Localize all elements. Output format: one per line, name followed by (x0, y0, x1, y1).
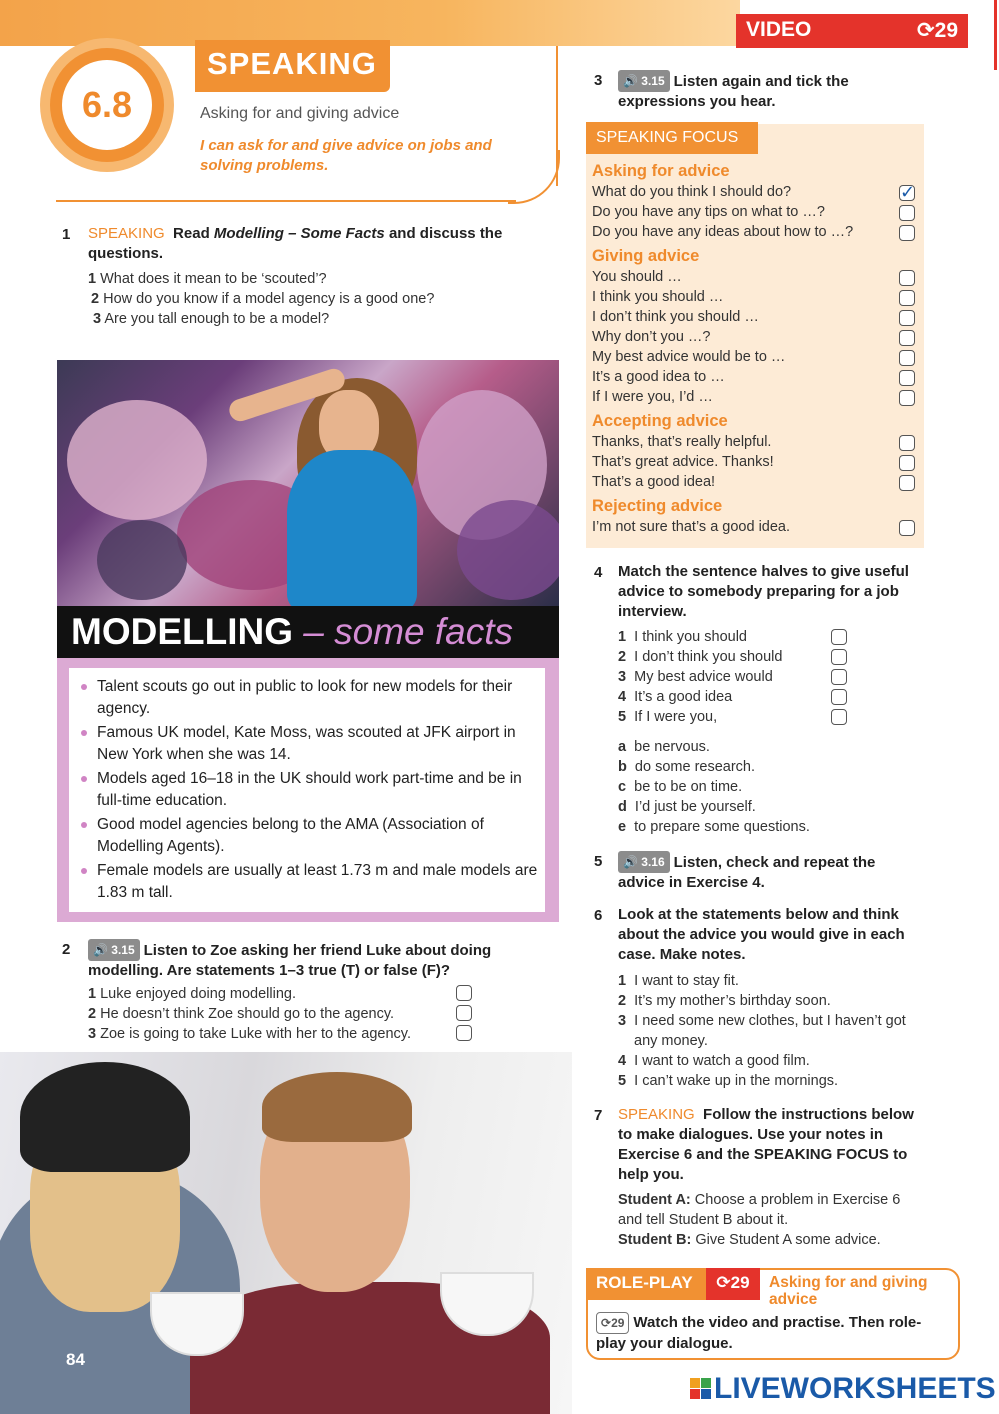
list-item: 2 It’s my mother’s birthday soon. (618, 993, 831, 1009)
role-play-instruction: ⟳29 Watch the video and practise. Then role-play your dialogue. (596, 1314, 922, 1352)
list-item: Female models are usually at least 1.73 m and male models are 1.83 m tall. (80, 860, 540, 904)
audio-icon[interactable]: 🔊 3.15 (618, 70, 670, 92)
article-title: MODELLING – some facts (57, 606, 559, 658)
list-item: 1 What does it mean to be ‘scouted’? (88, 271, 327, 287)
list-item: 2 How do you know if a model agency is a good one? (91, 291, 435, 307)
focus-phrase: That’s a good idea! (592, 474, 716, 490)
focus-checkbox[interactable] (899, 350, 915, 366)
focus-heading: Accepting advice (592, 412, 728, 430)
ex3-instruction: 🔊 3.15 Listen again and tick the expressions you hear. (618, 70, 918, 112)
focus-checkbox[interactable] (899, 370, 915, 386)
video-label: VIDEO (746, 18, 812, 41)
video-icon[interactable]: ⟳29 (596, 1312, 629, 1334)
section-title: SPEAKING (195, 40, 390, 92)
focus-checkbox[interactable] (899, 225, 915, 241)
lesson-number: 6.8 (62, 60, 152, 150)
focus-phrase: It’s a good idea to … (592, 369, 725, 385)
student-a-instruction: Student A: Choose a problem in Exercise 6 and tell Student B about it. (618, 1192, 901, 1228)
list-item: 5 If I were you, (618, 709, 718, 725)
ex4-answer-box-2[interactable] (831, 649, 847, 665)
ex4-answer-box-3[interactable] (831, 669, 847, 685)
student-b-instruction: Student B: Give Student A some advice. (618, 1232, 881, 1248)
video-number: ⟳29 (917, 19, 958, 42)
list-item: 5 I can’t wake up in the mornings. (618, 1073, 839, 1089)
liveworksheets-logo[interactable]: LIVEWORKSHEETS (690, 1372, 996, 1406)
friends-photo (0, 1052, 572, 1414)
list-item: 2 He doesn’t think Zoe should go to the agency. (88, 1006, 395, 1022)
list-item: Good model agencies belong to the AMA (Association of Modelling Agents). (80, 814, 540, 858)
lesson-subtitle: Asking for and giving advice (200, 105, 400, 122)
list-item: Famous UK model, Kate Moss, was scouted at JFK airport in New York when she was 14. (80, 722, 540, 766)
focus-phrase: I think you should … (592, 289, 724, 305)
dancer-photo (57, 360, 559, 606)
focus-checkbox[interactable] (899, 435, 915, 451)
focus-phrase: What do you think I should do? (592, 184, 792, 200)
focus-checkbox[interactable] (899, 475, 915, 491)
focus-heading: Asking for advice (592, 162, 730, 180)
ex1-instruction: SPEAKING Read Modelling – Some Facts and discuss the questions. (88, 225, 503, 262)
ex1-number: 1 (62, 226, 71, 243)
ex4-left-halves (618, 627, 838, 727)
focus-phrase: Do you have any ideas about how to …? (592, 224, 854, 240)
ex2-number: 2 (62, 941, 71, 958)
list-item: Models aged 16–18 in the UK should work part-time and be in full-time education. (80, 768, 540, 812)
focus-checkbox[interactable] (899, 455, 915, 471)
list-item: Talent scouts go out in public to look for new models for their agency. (80, 676, 540, 720)
play-icon: ⟳ (716, 1273, 731, 1292)
lesson-objective: I can ask for and give advice on jobs and solving problems. (200, 137, 492, 174)
ex1-questions (88, 269, 548, 329)
ex5-number: 5 (594, 853, 603, 870)
speaking-focus-title: SPEAKING FOCUS (586, 122, 758, 154)
ex6-instruction: Look at the statements below and think about the advice you would give in each case. Make notes. (618, 906, 905, 963)
ex7-number: 7 (594, 1107, 603, 1124)
focus-phrase: I’m not sure that’s a good idea. (592, 519, 791, 535)
focus-phrase: I don’t think you should … (592, 309, 759, 325)
play-icon: ⟳ (917, 19, 935, 42)
list-item: 3 Zoe is going to take Luke with her to the agency. (88, 1026, 411, 1042)
ex5-instruction: 🔊 3.16 Listen, check and repeat the advice in Exercise 4. (618, 851, 918, 893)
list-item: 3 I need some new clothes, but I haven’t got any money. (618, 1013, 906, 1049)
list-item: 2 I don’t think you should (618, 649, 783, 665)
focus-phrase: Why don’t you …? (592, 329, 711, 345)
focus-phrase: My best advice would be to … (592, 349, 786, 365)
liveworksheets-icon (690, 1378, 712, 1400)
ex4-answer-box-5[interactable] (831, 709, 847, 725)
audio-icon[interactable]: 🔊 3.16 (618, 851, 670, 873)
list-item: 3 My best advice would (618, 669, 773, 685)
video-bar (736, 14, 968, 48)
focus-phrase: That’s great advice. Thanks! (592, 454, 774, 470)
ex4-number: 4 (594, 564, 603, 581)
ex7-instruction: SPEAKING Follow the instructions below to make dialogues. Use your notes in Exercise 6 and the SPEAKING FOCUS to help you. (618, 1106, 914, 1183)
list-item: c be to be on time. (618, 779, 743, 795)
focus-phrase: Thanks, that’s really helpful. (592, 434, 772, 450)
focus-checkbox[interactable] (899, 270, 915, 286)
focus-checkbox[interactable] (899, 520, 915, 536)
list-item: 4 It’s a good idea (618, 689, 733, 705)
ex2-answer-box-3[interactable] (456, 1025, 472, 1041)
ex2-instruction: 🔊 3.15 Listen to Zoe asking her friend Luke about doing modelling. Are statements 1–3 true (T) or false (F)? (88, 939, 528, 981)
list-item: a be nervous. (618, 739, 710, 755)
list-item: 1 Luke enjoyed doing modelling. (88, 986, 297, 1002)
page-number: 84 (66, 1350, 85, 1369)
page-edge-marker (994, 0, 997, 70)
list-item: 1 I think you should (618, 629, 747, 645)
ex4-answer-box-4[interactable] (831, 689, 847, 705)
ex3-number: 3 (594, 72, 603, 89)
focus-checkbox-checked[interactable]: ✓ (900, 182, 916, 202)
focus-checkbox[interactable] (899, 330, 915, 346)
focus-checkbox[interactable] (899, 205, 915, 221)
list-item: e to prepare some questions. (618, 819, 810, 835)
focus-heading: Giving advice (592, 247, 700, 265)
list-item: d I’d just be yourself. (618, 799, 756, 815)
role-play-video-number: ⟳29 (706, 1268, 760, 1300)
ex4-right-halves (618, 737, 918, 837)
ex2-statements (88, 984, 458, 1044)
focus-heading: Rejecting advice (592, 497, 723, 515)
role-play-heading: Asking for and giving advice (769, 1274, 928, 1308)
focus-checkbox[interactable] (899, 310, 915, 326)
list-item: 1 I want to stay fit. (618, 973, 739, 989)
audio-icon[interactable]: 🔊 3.15 (88, 939, 140, 961)
list-item: 4 I want to watch a good film. (618, 1053, 810, 1069)
ex4-answer-box-1[interactable] (831, 629, 847, 645)
ex6-statements (618, 971, 918, 1091)
focus-checkbox[interactable] (899, 290, 915, 306)
ex6-number: 6 (594, 907, 603, 924)
ex4-instruction: Match the sentence halves to give useful advice to somebody preparing for a job interview. (618, 563, 909, 620)
focus-checkbox[interactable] (899, 390, 915, 406)
facts-list (80, 676, 540, 906)
focus-phrase: Do you have any tips on what to …? (592, 204, 825, 220)
list-item: 3 Are you tall enough to be a model? (93, 311, 330, 327)
ex2-answer-box-1[interactable] (456, 985, 472, 1001)
focus-phrase: You should … (592, 269, 682, 285)
focus-phrase: If I were you, I’d … (592, 389, 713, 405)
ex2-answer-box-2[interactable] (456, 1005, 472, 1021)
header-frame-bottom (56, 200, 516, 202)
role-play-label: ROLE-PLAY (588, 1268, 706, 1300)
list-item: b do some research. (618, 759, 756, 775)
ex7-roles (618, 1190, 923, 1250)
